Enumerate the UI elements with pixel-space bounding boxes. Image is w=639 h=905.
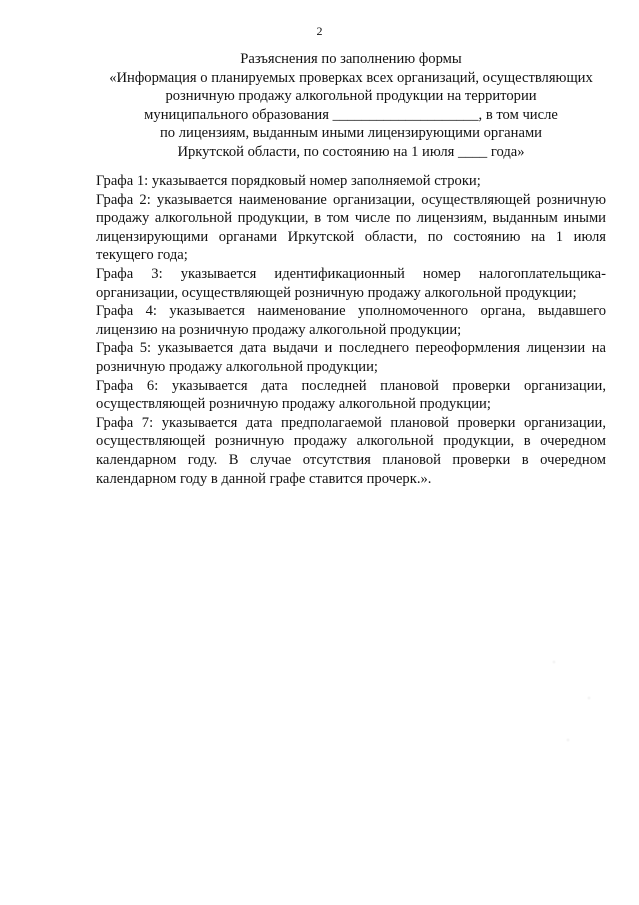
column-7-explanation: Графа 7: указывается дата предполагаемой плановой проверки организации, осуществляющей розничную продажу алкогольной продукции, в очередном календарном году. В случае отсутствия плановой проверки в очередном календарном году в данной графе ставится прочерк.».: [96, 414, 606, 487]
heading-line: розничную продажу алкогольной продукции на территории: [165, 88, 537, 105]
page-number: 2: [316, 24, 323, 38]
heading-line: Разъяснения по заполнению формы: [240, 51, 462, 67]
heading-line: по лицензиям, выданным иными лицензирующими органами: [160, 125, 542, 142]
column-explanations: [96, 172, 606, 488]
column-2-explanation: Графа 2: указывается наименование организации, осуществляющей розничную продажу алкогольной продукции, в том числе по лицензиям, выданным иными лицензирующими органами Иркутской области, по состоянию на 1 июля текущего года;: [96, 191, 606, 264]
heading-line: Иркутской области, по состоянию на 1 июля ____ года»: [177, 143, 525, 160]
column-3-explanation: Графа 3: указывается идентификационный номер налогоплательщика-организации, осуществляющей розничную продажу алкогольной продукции;: [96, 265, 606, 301]
column-6-explanation: Графа 6: указывается дата последней плановой проверки организации, осуществляющей розничную продажу алкогольной продукции;: [96, 377, 606, 413]
form-explanation-heading: [96, 50, 606, 162]
column-4-explanation: Графа 4: указывается наименование уполномоченного органа, выдавшего лицензию на розничную продажу алкогольной продукции;: [96, 303, 606, 338]
heading-line: «Информация о планируемых проверках всех организаций, осуществляющих: [109, 69, 593, 86]
scan-artifact: [540, 650, 610, 770]
heading-line: муниципального образования ____________________, в том числе: [144, 106, 558, 123]
column-5-explanation: Графа 5: указывается дата выдачи и последнего переоформления лицензии на розничную продажу алкогольной продукции;: [96, 340, 606, 375]
column-1-explanation: Графа 1: указывается порядковый номер заполняемой строки;: [96, 173, 481, 189]
